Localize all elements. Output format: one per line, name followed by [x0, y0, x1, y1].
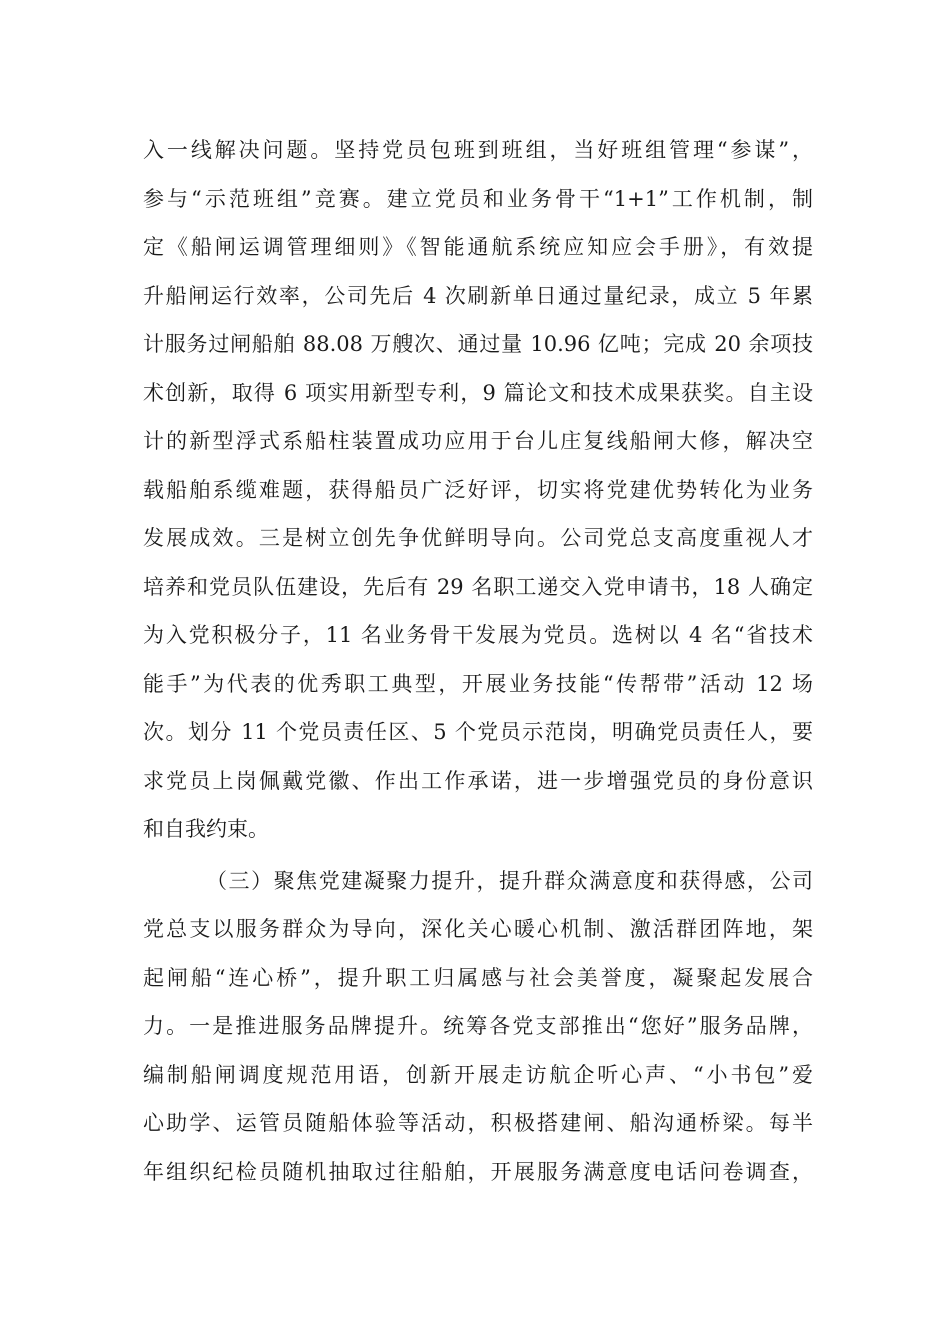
text-line: 心助学、运管员随船体验等活动，积极搭建闸、船沟通桥梁。每半 — [143, 1111, 813, 1135]
text-line: 计的新型浮式系船柱装置成功应用于台儿庄复线船闸大修，解决空 — [143, 429, 813, 453]
text-line: （三）聚焦党建凝聚力提升，提升群众满意度和获得感，公司 — [206, 868, 813, 893]
text-line: 定《船闸运调管理细则》《智能通航系统应知应会手册》，有效提 — [143, 235, 813, 259]
text-line: 发展成效。三是树立创先争优鲜明导向。公司党总支高度重视人才 — [143, 526, 813, 550]
document-body — [143, 126, 813, 1196]
text-line: 年组织纪检员随机抽取过往船舶，开展服务满意度电话问卷调查， — [143, 1159, 813, 1184]
text-line: 参与“示范班组”竞赛。建立党员和业务骨干“1+1”工作机制，制 — [143, 186, 813, 211]
text-line: 计服务过闸船舶 88.08 万艘次、通过量 10.96 亿吨；完成 20 余项技 — [143, 332, 813, 356]
text-line: 求党员上岗佩戴党徽、作出工作承诺，进一步增强党员的身份意识 — [143, 768, 813, 793]
text-line: 升船闸运行效率，公司先后 4 次刷新单日通过量纪录，成立 5 年累 — [143, 283, 813, 308]
text-line: 术创新，取得 6 项实用新型专利，9 篇论文和技术成果获奖。自主设 — [143, 380, 813, 405]
text-line: 编制船闸调度规范用语，创新开展走访航企听心声、“小书包”爱 — [143, 1062, 813, 1087]
text-line: 次。划分 11 个党员责任区、5 个党员示范岗，明确党员责任人，要 — [143, 720, 813, 744]
text-line: 为入党积极分子，11 名业务骨干发展为党员。选树以 4 名“省技术 — [143, 623, 813, 647]
paragraph-1 — [143, 126, 813, 854]
text-line: 和自我约束。 — [143, 817, 269, 841]
text-line: 力。一是推进服务品牌提升。统筹各党支部推出“您好”服务品牌， — [143, 1014, 813, 1038]
paragraph-2 — [143, 857, 813, 1197]
text-line: 载船舶系缆难题，获得船员广泛好评，切实将党建优势转化为业务 — [143, 477, 813, 502]
text-line: 起闸船“连心桥”，提升职工归属感与社会美誉度，凝聚起发展合 — [143, 965, 813, 990]
text-line: 入一线解决问题。坚持党员包班到班组，当好班组管理“参谋”， — [143, 138, 813, 162]
text-line: 党总支以服务群众为导向，深化关心暖心机制、激活群团阵地，架 — [143, 917, 813, 941]
text-line: 能手”为代表的优秀职工典型，开展业务技能“传帮带”活动 12 场 — [143, 671, 813, 696]
text-line: 培养和党员队伍建设，先后有 29 名职工递交入党申请书，18 人确定 — [143, 574, 813, 599]
